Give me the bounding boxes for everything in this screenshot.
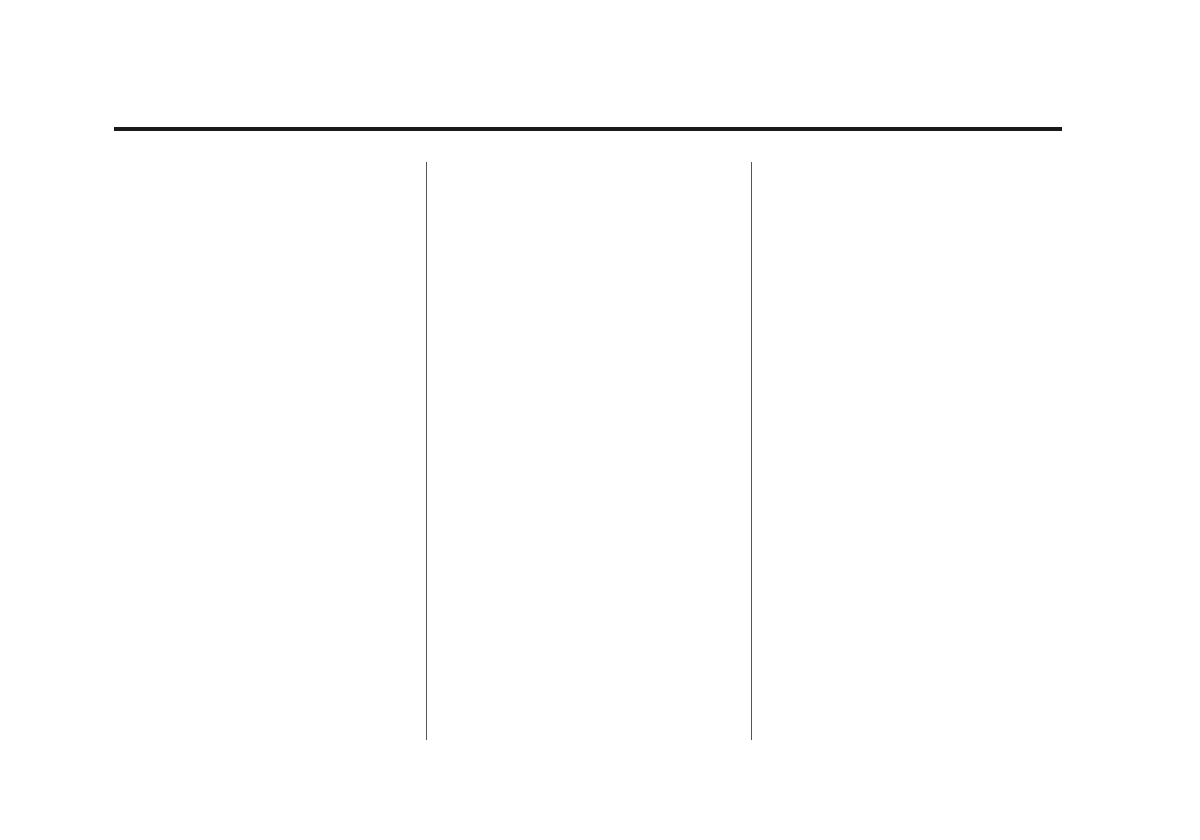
page-header (114, 101, 200, 128)
main-column-3 (765, 160, 1065, 169)
header-rule (114, 127, 1062, 131)
column-divider-2 (751, 162, 752, 740)
column-divider-1 (426, 162, 427, 740)
main-column-2 (440, 160, 740, 182)
